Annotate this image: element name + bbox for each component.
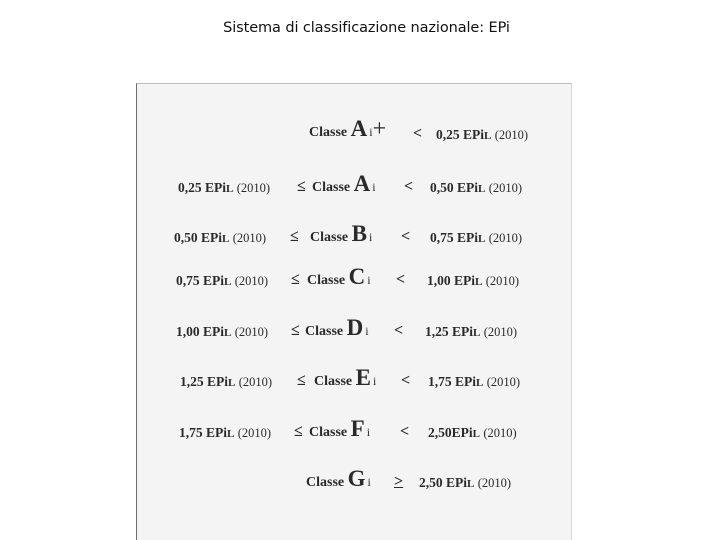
bound-subscript: L <box>227 428 235 440</box>
class-row-f <box>137 417 571 447</box>
operator-left: ≤ <box>291 271 300 288</box>
bound-year: (2010) <box>477 476 512 490</box>
class-label <box>310 222 372 246</box>
bound-value: 0,50 EPi <box>430 180 479 195</box>
operator-right: < <box>396 271 406 288</box>
bound-year: (2010) <box>236 181 271 195</box>
bound-year: (2010) <box>237 426 272 440</box>
operator-right: < <box>400 423 410 440</box>
bound-value: 1,00 EPi <box>176 324 225 339</box>
bound-subscript: L <box>478 183 486 195</box>
bound-year: (2010) <box>234 325 269 339</box>
bound-year: (2010) <box>238 375 273 389</box>
upper-bound <box>419 475 511 491</box>
class-index: i <box>372 180 376 194</box>
class-index: i <box>366 425 371 439</box>
class-letter: B <box>351 221 367 246</box>
class-letter: F <box>350 416 365 441</box>
class-letter: A <box>350 116 368 141</box>
bound-value: 1,25 EPi <box>180 374 229 389</box>
class-label <box>312 172 376 196</box>
bound-value: 1,00 EPi <box>427 273 476 288</box>
class-label <box>307 265 371 289</box>
operator-right: > <box>394 473 404 490</box>
class-row-g <box>137 467 571 497</box>
class-letter: E <box>355 365 371 390</box>
bound-subscript: L <box>228 377 236 389</box>
bound-subscript: L <box>224 327 232 339</box>
class-letter: A <box>353 171 371 196</box>
operator-right: < <box>401 228 411 245</box>
operator-left: ≤ <box>290 228 299 245</box>
bound-year: (2010) <box>232 231 267 245</box>
lower-bound <box>176 273 268 289</box>
bound-subscript: L <box>475 276 483 288</box>
bound-value: 1,75 EPi <box>428 374 477 389</box>
upper-bound <box>430 230 522 246</box>
class-row-d <box>137 316 571 346</box>
class-index: i <box>367 475 371 489</box>
bound-subscript: L <box>473 327 481 339</box>
class-label <box>309 116 386 143</box>
plus-sign: + <box>372 116 387 142</box>
operator-left: ≤ <box>297 178 306 195</box>
lower-bound <box>174 230 266 246</box>
bound-year: (2010) <box>494 128 529 142</box>
classe-word: Classe <box>312 180 351 195</box>
upper-bound <box>430 180 522 196</box>
upper-bound <box>425 324 517 340</box>
upper-bound <box>436 127 528 143</box>
bound-subscript: L <box>222 233 230 245</box>
classe-word: Classe <box>305 324 344 339</box>
class-label <box>306 467 371 491</box>
operator-right: < <box>404 178 414 195</box>
class-letter: C <box>348 264 366 289</box>
bound-year: (2010) <box>234 274 269 288</box>
bound-subscript: L <box>484 130 492 142</box>
bound-value: 2,50EPi <box>428 425 473 440</box>
classe-word: Classe <box>309 425 348 440</box>
bound-year: (2010) <box>486 375 521 389</box>
operator-left: ≤ <box>291 322 300 339</box>
bound-subscript: L <box>467 478 475 490</box>
bound-value: 0,25 EPi <box>178 180 227 195</box>
lower-bound <box>180 374 272 390</box>
bound-year: (2010) <box>488 181 523 195</box>
operator-right: < <box>401 372 411 389</box>
bound-value: 0,50 EPi <box>174 230 223 245</box>
upper-bound <box>428 374 520 390</box>
class-letter: G <box>347 466 366 491</box>
class-index: i <box>365 324 369 338</box>
classe-word: Classe <box>314 374 353 389</box>
class-letter: D <box>346 315 364 340</box>
class-label <box>305 316 369 340</box>
class-row-a-plus <box>137 116 571 149</box>
bound-subscript: L <box>472 428 480 440</box>
bound-year: (2010) <box>488 231 523 245</box>
classe-word: Classe <box>307 273 346 288</box>
operator-left: ≤ <box>297 372 306 389</box>
class-index: i <box>367 273 371 287</box>
classe-word: Classe <box>309 125 348 140</box>
classe-word: Classe <box>310 230 349 245</box>
class-row-e <box>137 366 571 396</box>
classe-word: Classe <box>306 475 345 490</box>
class-label <box>314 366 376 390</box>
upper-bound <box>428 425 517 441</box>
bound-value: 2,50 EPi <box>419 475 468 490</box>
bound-subscript: L <box>226 183 234 195</box>
class-row-a <box>137 172 571 202</box>
classification-table <box>136 83 572 540</box>
class-row-c <box>137 265 571 295</box>
lower-bound <box>178 180 270 196</box>
bound-value: 0,25 EPi <box>436 127 485 142</box>
bound-year: (2010) <box>483 426 517 440</box>
class-row-b <box>137 222 571 252</box>
bound-year: (2010) <box>485 274 520 288</box>
page-title: Sistema di classificazione nazionale: EPi <box>223 20 510 36</box>
operator-right: < <box>413 125 423 142</box>
class-index: i <box>369 125 373 139</box>
bound-subscript: L <box>224 276 232 288</box>
bound-subscript: L <box>478 233 486 245</box>
bound-value: 1,25 EPi <box>425 324 474 339</box>
bound-value: 1,75 EPi <box>179 425 228 440</box>
class-index: i <box>368 230 373 244</box>
bound-subscript: L <box>476 377 484 389</box>
bound-value: 0,75 EPi <box>176 273 225 288</box>
upper-bound <box>427 273 519 289</box>
bound-value: 0,75 EPi <box>430 230 479 245</box>
operator-left: ≤ <box>294 423 303 440</box>
class-label <box>309 417 370 441</box>
lower-bound <box>176 324 268 340</box>
operator-right: < <box>394 322 404 339</box>
class-index: i <box>372 374 377 388</box>
lower-bound <box>179 425 271 441</box>
bound-year: (2010) <box>483 325 518 339</box>
